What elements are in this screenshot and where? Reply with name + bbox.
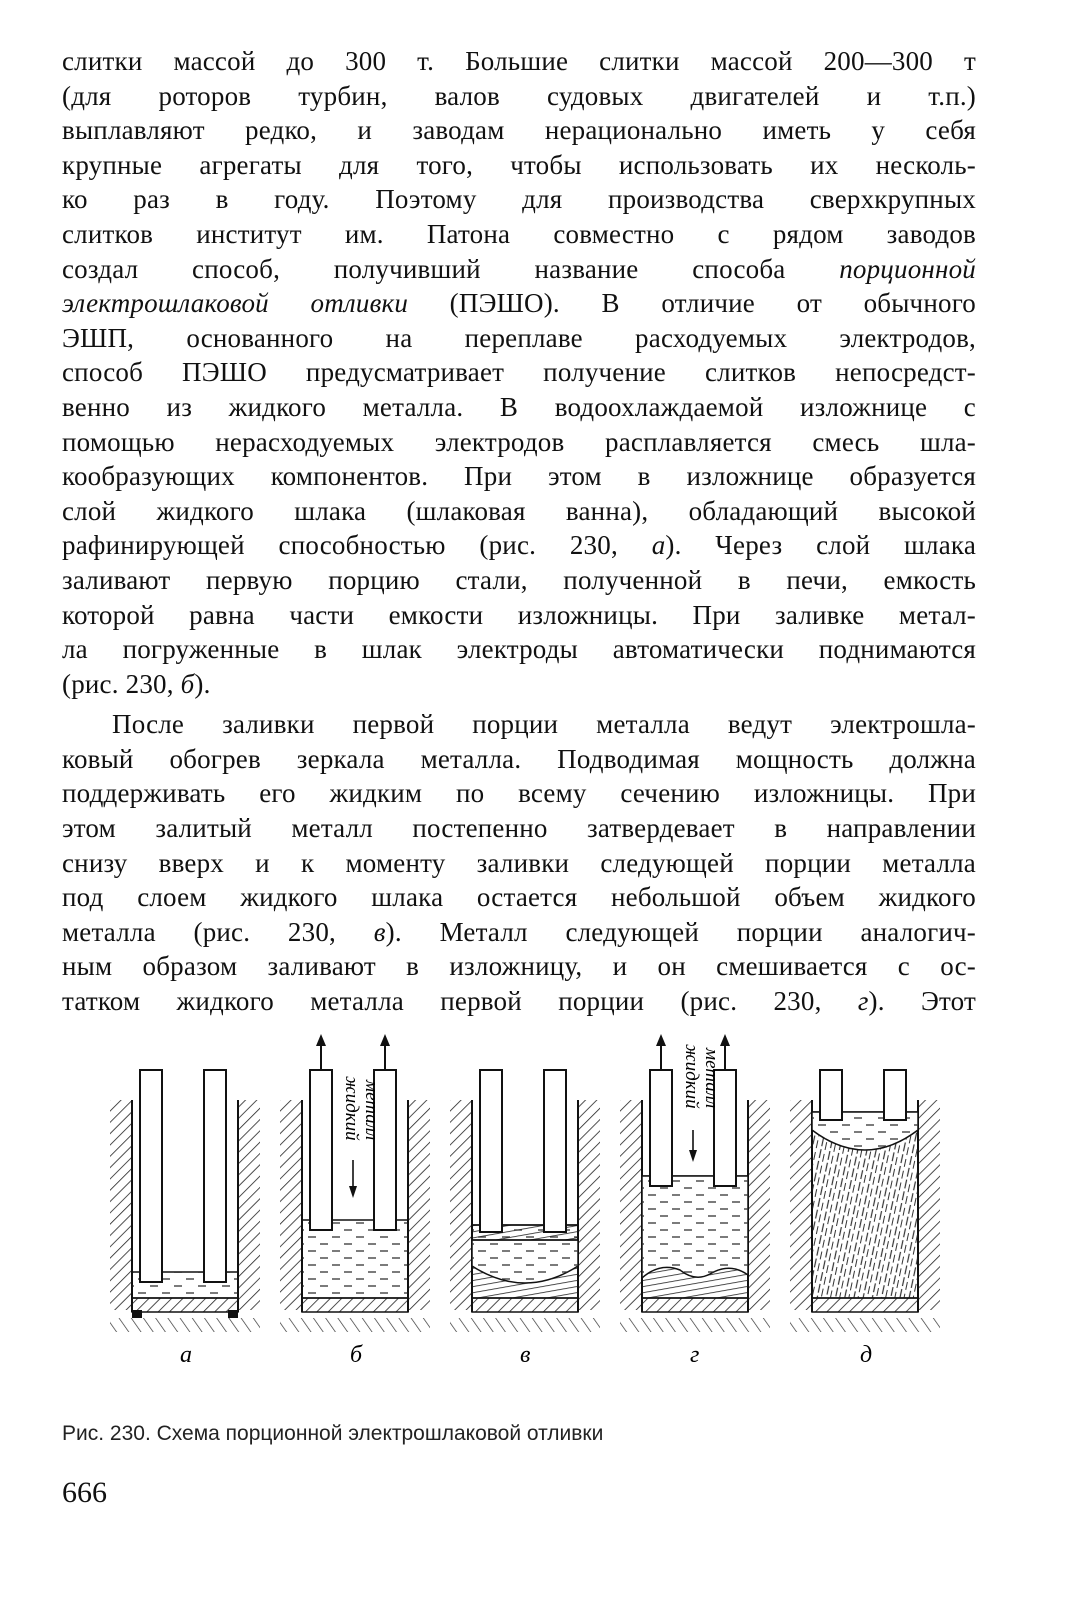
text-span: татком жидкого металла первой порции (рис. 230, (62, 986, 858, 1017)
panel-b (280, 1034, 430, 1332)
text-line: которой равна части емкости изложницы. При заливке метал- (62, 599, 976, 630)
text-span: создал способ, получивший название способа (62, 253, 840, 284)
text-line: поддерживать его жидким по всему сечению изложницы. При (62, 778, 976, 809)
esr-casting-diagram (100, 1030, 960, 1370)
figure-230 (100, 1030, 960, 1370)
text-line: ко раз в году. Поэтому для производства сверхкрупных (62, 184, 976, 215)
text-line: слитков институт им. Патона совместно с рядом заводов (62, 218, 976, 249)
panel-a (110, 1070, 260, 1332)
liquid-metal (302, 1220, 408, 1298)
bottom-plate (132, 1298, 238, 1312)
text-line: под слоем жидкого шлака остается небольшой объем жидкого (62, 882, 976, 913)
text-line (62, 984, 976, 1019)
panel-label-d: д (860, 1342, 873, 1368)
text-line: ковый обогрев зеркала металла. Подводимая мощность должна (62, 743, 976, 774)
electrode (650, 1070, 672, 1186)
panel-g (620, 1034, 770, 1332)
text-line: выплавляют редко, и заводам нерационально иметь у себя (62, 115, 976, 146)
body-text (62, 44, 976, 1019)
arrow-up-icon (380, 1034, 390, 1046)
text-line: слитки массой до 300 т. Большие слитки массой 200—300 т (62, 46, 976, 76)
electrode (884, 1070, 906, 1120)
panel-label-v: в (520, 1342, 531, 1368)
panel-d (790, 1070, 940, 1332)
mold-wall-left (110, 1100, 132, 1310)
text-span: ). Через слой шлака (665, 530, 976, 561)
text-span: ). Этот (868, 986, 976, 1017)
arrow-up-icon (316, 1034, 326, 1046)
electrode (204, 1070, 226, 1282)
text-line: После заливки первой порции металла ведут электрошла- (112, 709, 976, 740)
pour-label: жидкий (341, 1076, 362, 1141)
text-line: слой жидкого шлака (шлаковая ванна), обладающий высокой (62, 495, 976, 526)
text-line (62, 286, 976, 321)
electrode (310, 1070, 332, 1230)
panel-v (450, 1070, 600, 1332)
text-line: способ ПЭШО предусматривает получение слитков непосредст- (62, 357, 976, 388)
page-number: 666 (62, 1476, 107, 1509)
electrode (544, 1070, 566, 1232)
text-span: (рис. 230, (62, 668, 181, 699)
pour-label: металл (701, 1048, 722, 1109)
text-line: ла погруженные в шлак электроды автоматически поднимаются (62, 634, 976, 665)
text-line: крупные агрегаты для того, чтобы использовать их несколь- (62, 149, 976, 180)
panel-label-a: а (180, 1342, 192, 1368)
text-line: ным образом заливают в изложницу, и он смешивается с ос- (62, 951, 976, 982)
electrode (820, 1070, 842, 1120)
figure-ref: а (651, 530, 666, 561)
panel-label-g: г (690, 1342, 700, 1368)
arrow-up-icon (656, 1034, 666, 1046)
text-line: кообразующих компонентов. При этом в изложнице образуется (62, 461, 976, 492)
panel-label-b: б (350, 1342, 363, 1368)
arrow-down-icon (349, 1186, 357, 1198)
base (110, 1318, 260, 1332)
arrow-up-icon (720, 1034, 730, 1046)
text-line (62, 667, 976, 702)
text-line (62, 915, 976, 950)
text-span: (ПЭШО). В отличие от обычного (408, 288, 976, 319)
text-span: металла (рис. 230, (62, 916, 374, 947)
text-span: ). (194, 668, 211, 699)
text-line: этом залитый металл постепенно затвердевает в направлении (62, 813, 976, 844)
pour-label: металл (361, 1080, 382, 1141)
electrode (140, 1070, 162, 1282)
text-line: снизу вверх и к моменту заливки следующей порции металла (62, 847, 976, 878)
text-line: помощью нерасходуемых электродов расплавляется смесь шла- (62, 426, 976, 457)
text-line: заливают первую порцию стали, полученной в печи, емкость (62, 564, 976, 595)
electrode (480, 1070, 502, 1232)
pour-label: жидкий (681, 1044, 702, 1109)
italic-term: электрошлаковой отливки (62, 288, 409, 319)
figure-ref: б (180, 668, 195, 699)
text-line: ЭШП, основанного на переплаве расходуемых электродов, (62, 322, 976, 353)
text-line (62, 528, 976, 563)
mold-wall-right (238, 1100, 260, 1310)
text-span: ). Металл следующей порции аналогич- (385, 916, 976, 947)
text-line (62, 252, 976, 287)
figure-caption: Рис. 230. Схема порционной электрошлаковой отливки (62, 1422, 604, 1445)
text-line: (для роторов турбин, валов судовых двигателей и т.п.) (62, 80, 976, 111)
liquid-metal (642, 1176, 748, 1278)
figure-ref: г (857, 986, 869, 1017)
arrow-down-icon (689, 1150, 697, 1162)
text-line: венно из жидкого металла. В водоохлаждаемой изложнице с (62, 391, 976, 422)
text-span: рафинирующей способностью (рис. 230, (62, 530, 652, 561)
figure-ref: в (373, 916, 386, 947)
italic-term: порционной (839, 253, 976, 284)
